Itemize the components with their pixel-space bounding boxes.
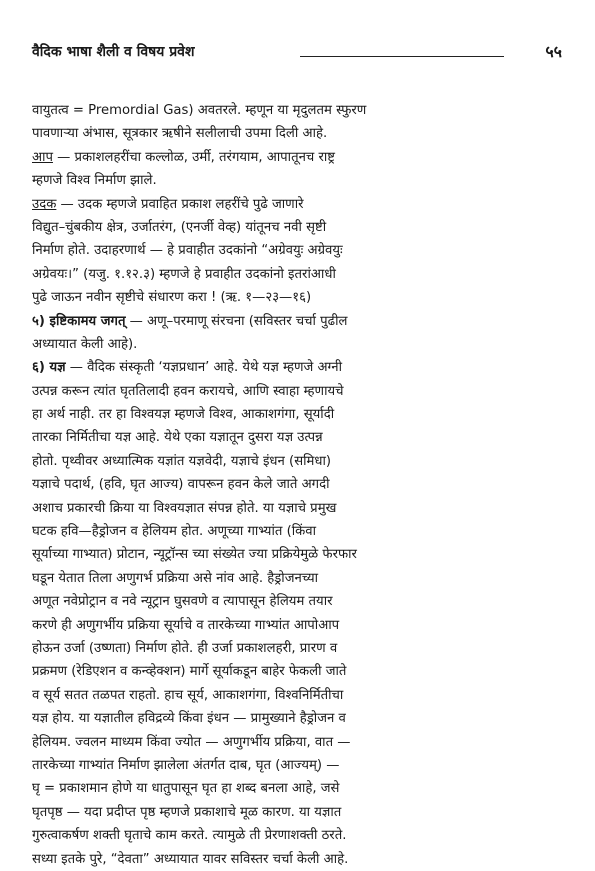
text-line	[32, 450, 562, 473]
line-text: — प्रकाशलहरींचा कल्लोळ, उर्मी, तरंगयाम, आपातूनच राष्ट्र	[52, 149, 336, 165]
text-line	[32, 333, 562, 356]
line-text: यज्ञाचे पदार्थ, (हवि, घृत आज्य) वापरून हवन केले जाते अगदी	[32, 477, 330, 493]
text-line	[32, 310, 562, 333]
line-text: होतो. पृथ्वीवर अध्यात्मिक यज्ञांत यज्ञवेदी, यज्ञाचे इंधन (समिधा)	[32, 453, 332, 469]
text-line	[32, 637, 562, 660]
line-text: — उदक म्हणजे प्रवाहित प्रकाश लहरींचे पुढे जाणारे	[56, 196, 304, 212]
text-line	[32, 660, 562, 683]
text-line	[32, 380, 562, 403]
term-heading: उदक	[32, 196, 57, 212]
line-text: करणे ही अणुगर्भीय प्रक्रिया सूर्याचे व तारकेच्या गाभ्यांत आपोआप	[32, 617, 340, 633]
line-text: हेलियम. ज्वलन माध्यम किंवा ज्योत — अणुगर्भीय प्रक्रिया, वात —	[32, 734, 351, 750]
text-line	[32, 356, 562, 379]
line-text: यज्ञ होय. या यज्ञातील हविद्रव्ये किंवा इंधन — प्रामुख्याने हैड्रोजन व	[32, 711, 346, 727]
line-text: हा अर्थ नाही. तर हा विश्वयज्ञ म्हणजे विश्व, आकाशगंगा, सूर्यादी	[32, 407, 335, 423]
line-text: घृतपृष्ठ — यदा प्रदीप्त पृष्ठ म्हणजे प्रकाशाचे मूळ कारण. या यज्ञात	[32, 804, 342, 820]
section-heading: ६) यज्ञ	[32, 360, 66, 376]
text-line	[32, 543, 562, 566]
text-line	[32, 848, 562, 871]
line-text: सूर्याच्या गाभ्यात) प्रोटान, न्यूट्रॉन्स च्या संख्येत ज्या प्रक्रियेमुळे फेरफार	[32, 547, 357, 563]
text-line	[32, 731, 562, 754]
text-line	[32, 216, 562, 239]
term-heading: आप	[32, 149, 53, 165]
line-text: अणूत नवेप्रोट्रान व नवे न्यूट्रान घुसवणे व त्यापासून हेलियम तयार	[32, 594, 333, 610]
line-text: व सूर्य सतत तळपत राहतो. हाच सूर्य, आकाशगंगा, विश्वनिर्मितीचा	[32, 687, 344, 703]
line-text: उत्पन्न करून त्यांत घृततिलादी हवन करायचे, आणि स्वाहा म्हणायचे	[32, 383, 344, 399]
text-line	[32, 473, 562, 496]
text-line	[32, 590, 562, 613]
text-line	[32, 707, 562, 730]
line-text: विद्युत–चुंबकीय क्षेत्र, उर्जातरंग, (एनर्जी वेव्ह) यांतूनच नवी सृष्टी	[32, 219, 327, 235]
text-line	[32, 777, 562, 800]
line-text: — अणू–परमाणू संरचना (सविस्तर चर्चा पुढील	[125, 313, 348, 329]
line-text: वायुतत्व = Premordial Gas) अवतरले. म्हणून या मृदुलतम स्फुरण	[32, 103, 367, 118]
line-text: — वैदिक संस्कृती ‘यज्ञप्रधान’ आहे. येथे यज्ञ म्हणजे अग्नी	[65, 360, 342, 376]
line-text: निर्माण होते. उदाहरणार्थ — हे प्रवाहीत उदकांनो “अग्रेवयुः अग्रेवयुः	[32, 243, 343, 259]
text-line	[32, 286, 562, 309]
text-line	[32, 193, 562, 216]
text-line	[32, 146, 562, 169]
line-text: घटक हवि—हैड्रोजन व हेलियम होत. अणूच्या गाभ्यांत (किंवा	[32, 524, 317, 540]
line-text: अशाच प्रकारची क्रिया या विश्वयज्ञात संपन्न होते. या यज्ञाचे प्रमुख	[32, 500, 337, 516]
line-text: गुरुत्वाकर्षण शक्ती घृताचे काम करते. त्यामुळे ती प्रेरणाशक्ती ठरते.	[32, 828, 347, 844]
line-text: तारकेच्या गाभ्यांत निर्माण झालेला अंतर्गत दाब, घृत (आज्यम्) —	[32, 757, 340, 773]
text-line	[32, 567, 562, 590]
text-line	[32, 824, 562, 847]
line-text: तारका निर्मितीचा यज्ञ आहे. येथे एका यज्ञातून दुसरा यज्ञ उत्पन्न	[32, 430, 323, 446]
text-line	[32, 169, 562, 192]
text-line	[32, 754, 562, 777]
line-text: घडून येतात तिला अणुगर्भ प्रक्रिया असे नांव आहे. हैड्रोजनच्या	[32, 570, 319, 586]
text-line	[32, 122, 562, 145]
text-line	[32, 614, 562, 637]
text-line	[32, 684, 562, 707]
text-line	[32, 403, 562, 426]
section-heading: ५) इष्टिकामय जगत्	[32, 313, 126, 329]
text-line	[32, 520, 562, 543]
line-text: पावणाऱ्या अंभास, सूत्रकार ऋषीने सलीलाची उपमा दिली आहे.	[32, 126, 328, 142]
page-header	[32, 38, 562, 66]
page-number: ५५	[545, 42, 562, 61]
line-text: अग्रेवयः।” (यजु. १.१२.३) म्हणजे हे प्रवाहीत उदकांनो इतरांआधी	[32, 266, 336, 282]
line-text: सध्या इतके पुरे, “देवता” अध्यायात यावर सविस्तर चर्चा केली आहे.	[32, 851, 349, 867]
line-text: होऊन उर्जा (उष्णता) निर्माण होते. ही उर्जा प्रकाशलहरी, प्रारण व	[32, 640, 338, 656]
text-line	[32, 801, 562, 824]
header-rule	[300, 56, 504, 57]
running-title: वैदिक भाषा शैली व विषय प्रवेश	[32, 44, 195, 60]
text-line	[32, 99, 562, 122]
text-line	[32, 497, 562, 520]
line-text: अध्यायात केली आहे).	[32, 336, 138, 352]
line-text: पुढे जाऊन नवीन सृष्टीचे संधारण करा ! (ऋ. १—२३—१६)	[32, 290, 312, 306]
body-text	[32, 99, 562, 871]
text-line	[32, 263, 562, 286]
text-line	[32, 239, 562, 262]
line-text: म्हणजे विश्व निर्माण झाले.	[32, 173, 157, 189]
line-text: घृ = प्रकाशमान होणे या धातुपासून घृत हा शब्द बनला आहे, जसे	[32, 781, 340, 797]
text-line	[32, 426, 562, 449]
line-text: प्रक्रमण (रेडिएशन व कन्व्हेक्शन) मार्गे सूर्याकडून बाहेर फेकली जाते	[32, 664, 347, 680]
